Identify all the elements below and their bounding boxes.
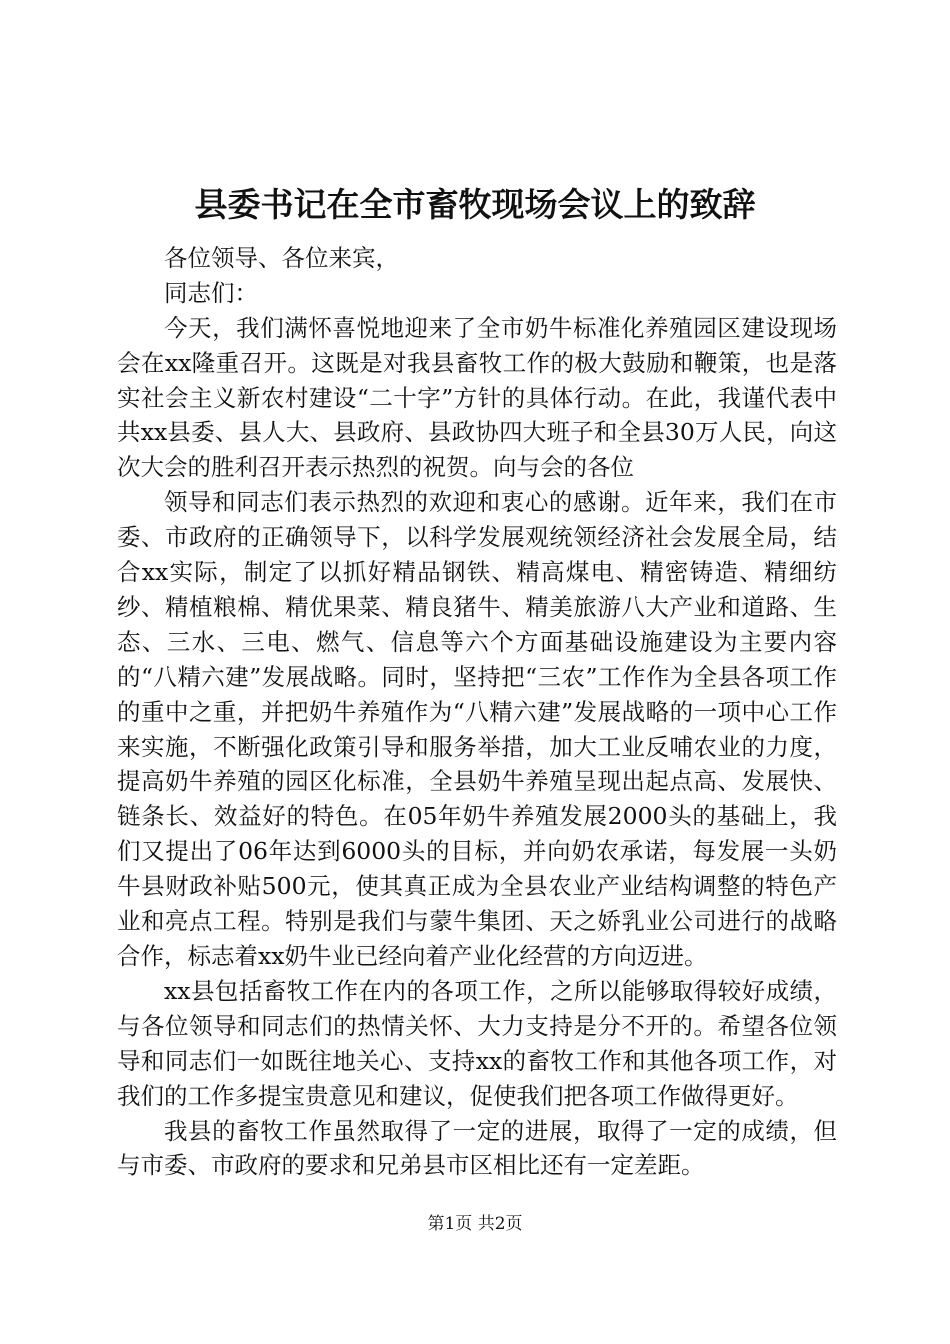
- paragraph: 今天，我们满怀喜悦地迎来了全市奶牛标准化养殖园区建设现场会在xx隆重召开。这既是对我县畜牧工作的极大鼓励和鞭策，也是落实社会主义新农村建设“二十字”方针的具体行动。在此，我谨代表中共xx县委、县人大、县政府、县政协四大班子和全县30万人民，向这次大会的胜利召开表示热烈的祝贺。向与会的各位: [117, 313, 837, 482]
- page-footer: 第1页 共2页: [427, 1214, 523, 1234]
- greeting-line-2: 同志们：: [164, 278, 258, 307]
- greeting-line-1: 各位领导、各位来宾，: [164, 243, 399, 272]
- paragraph: 领导和同志们表示热烈的欢迎和衷心的感谢。近年来，我们在市委、市政府的正确领导下，以科学发展观统领经济社会发展全局，结合xx实际，制定了以抓好精品钢铁、精高煤电、精密铸造、精细纺纱、精植粮棉、精优果菜、精良猪牛、精美旅游八大产业和道路、生态、三水、三电、燃气、信息等六个方面基础设施建设为主要内容的“八精六建”发展战略。同时，坚持把“三农”工作作为全县各项工作的重中之重，并把奶牛养殖作为“八精六建”发展战略的一项中心工作来实施，不断强化政策引导和服务举措，加大工业反哺农业的力度，提高奶牛养殖的园区化标准，全县奶牛养殖呈现出起点高、发展快、链条长、效益好的特色。在05年奶牛养殖发展2000头的基础上，我们又提出了06年达到6000头的目标，并向奶农承诺，每发展一头奶牛县财政补贴500元，使其真正成为全县农业产业结构调整的特色产业和亮点工程。特别是我们与蒙牛集团、天之娇乳业公司进行的战略合作，标志着xx奶牛业已经向着产业化经营的方向迈进。: [117, 488, 837, 971]
- document-body: [117, 206, 837, 1183]
- document-title: 县委书记在全市畜牧现场会议上的致辞: [194, 185, 756, 224]
- paragraph: xx县包括畜牧工作在内的各项工作，之所以能够取得较好成绩，与各位领导和同志们的热情关怀、大力支持是分不开的。希望各位领导和同志们一如既往地关心、支持xx的畜牧工作和其他各项工作，对我们的工作多提宝贵意见和建议，促使我们把各项工作做得更好。: [117, 976, 837, 1110]
- title-spacer: [117, 206, 837, 241]
- paragraph: 我县的畜牧工作虽然取得了一定的进展，取得了一定的成绩，但与市委、市政府的要求和兄弟县市区相比还有一定差距。: [117, 1116, 837, 1180]
